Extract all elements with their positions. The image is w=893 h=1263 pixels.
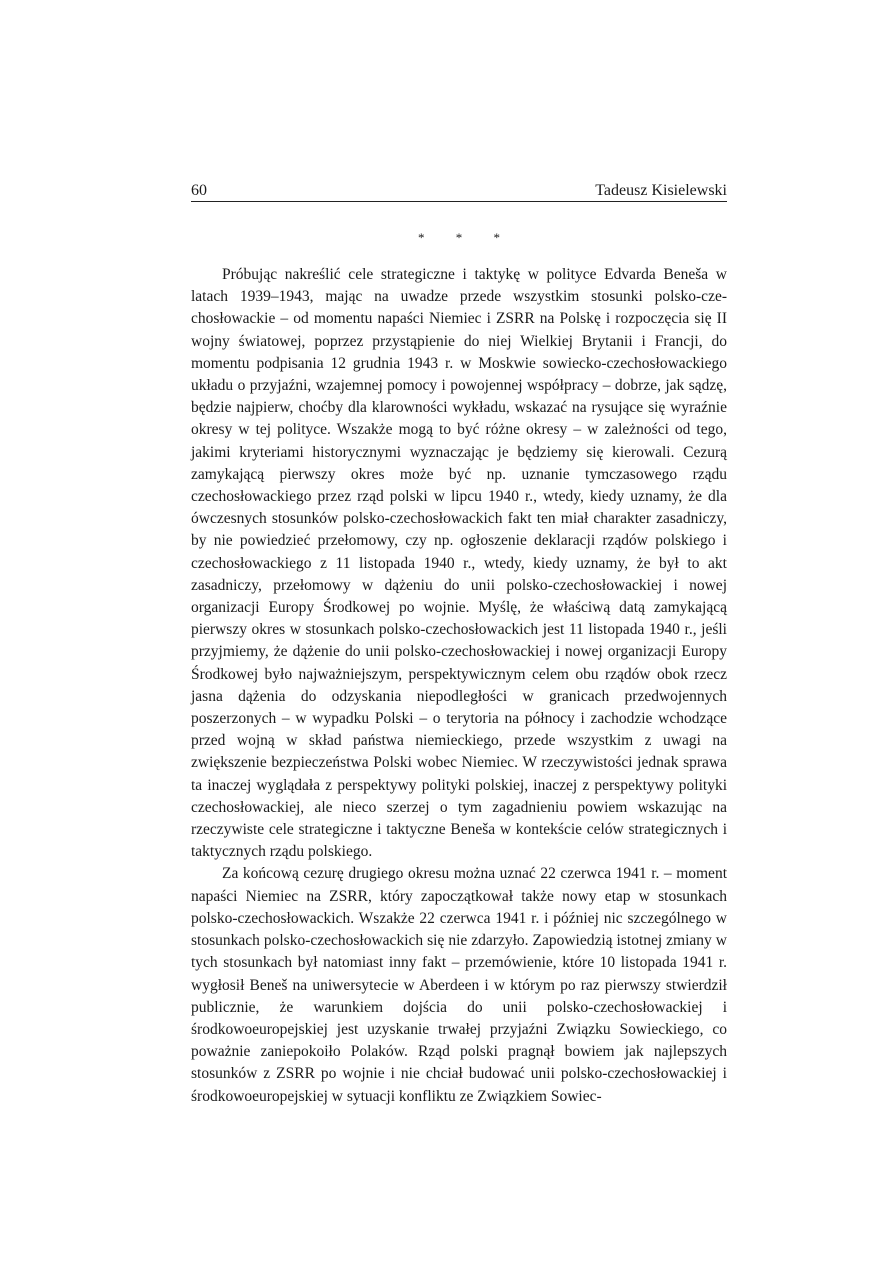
- paragraph: Za końcową cezurę drugiego okresu można uznać 22 czerwca 1941 r. – moment napaści Niemiec na ZSRR, który zapoczątkował także nowy etap w stosunkach polsko-czechosłowackich. Wszakże 22 czerwca 1941 r. i później nic szczególnego w stosunkach polsko-czechosłowackich się nie zdarzyło. Zapowiedzią istotnej zmiany w tych stosunkach był natomiast inny fakt – przemówienie, które 10 listopada 1941 r. wygłosił Beneš na uniwersytecie w Aberdeen i w którym po raz pierwszy stwierdził publicznie, że warunkiem dojścia do unii polsko-czechosłowackiej i środkowoeuropejskiej jest uzyskanie trwałej przyjaźni Związku Sowieckiego, co poważnie zaniepokoiło Polaków. Rząd polski pragnął bowiem jak najlepszych stosunków z ZSRR po wojnie i nie chciał budować unii polsko-czechosłowackiej i środkowoeuropejskiej w sytuacji konfliktu ze Związkiem Sowiec-: [191, 865, 727, 1105]
- body-text: [191, 264, 727, 1108]
- page-number: 60: [191, 182, 207, 199]
- running-header: [191, 180, 727, 202]
- paragraph: Próbując nakreślić cele strategiczne i taktykę w polityce Edvarda Beneša w latach 1939–1943, mając na uwadze przede wszystkim stosunki polsko-czechosłowackie – od momentu napaści Niemiec i ZSRR na Polskę i rozpoczęcia się II wojny światowej, poprzez przystąpienie do niej Wielkiej Brytanii i Francji, do momentu podpisania 12 grudnia 1943 r. w Moskwie sowiecko-czechosłowackiego układu o przyjaźni, wzajemnej pomocy i powojennej współpracy – dobrze, jak sądzę, będzie najpierw, choćby dla klarowności wykładu, wskazać na rysujące się wyraźnie okresy w tej polityce. Wszakże mogą to być różne okresy – w zależności od tego, jakimi kryteriami historycznymi wyznaczając je będziemy się kierowali. Cezurą zamykającą pierwszy okres może być np. uznanie tymczasowego rządu czechosłowackiego przez rząd polski w lipcu 1940 r., wtedy, kiedy uznamy, że dla ówczesnych stosunków polsko-czechosłowackich fakt ten miał charakter zasadniczy, by nie powiedzieć przełomowy, czy np. ogłoszenie deklaracji rządów polskiego i czechosłowackiego z 11 listopada 1940 r., wtedy, kiedy uznamy, że był to akt zasadniczy, przełomowy w dążeniu do unii polsko-czechosłowackiej i nowej organizacji Europy Środkowej po wojnie. Myślę, że właściwą datą zamykającą pierwszy okres w stosunkach polsko-czechosłowackich jest 11 listopada 1940 r., jeśli przyjmiemy, że dążenie do unii polsko-czechosłowackiej i nowej organizacji Europy Środkowej było najważniejszym, perspektywicznym celem obu rządów obok rzecz jasna dążenia do odzyskania niepodległości w granicach przedwojennych poszerzonych – w wypadku Polski – o terytoria na północy i zachodzie wchodzące przed wojną w skład państwa niemieckiego, przede wszystkim z uwagi na zwiększenie bezpieczeństwa Polski wobec Niemiec. W rzeczywistości jednak sprawa ta inaczej wyglądała z perspektywy polityki polskiej, inaczej z perspektywy polityki czechosłowackiej, ale nieco szerzej o tym zagadnieniu powiem wskazując na rzeczywiste cele strategiczne i taktyczne Beneša w kontekście celów strategicznych i taktycznych rządu polskiego.: [191, 266, 727, 861]
- running-author: Tadeusz Kisielewski: [595, 182, 727, 199]
- section-break: * * *: [418, 230, 514, 245]
